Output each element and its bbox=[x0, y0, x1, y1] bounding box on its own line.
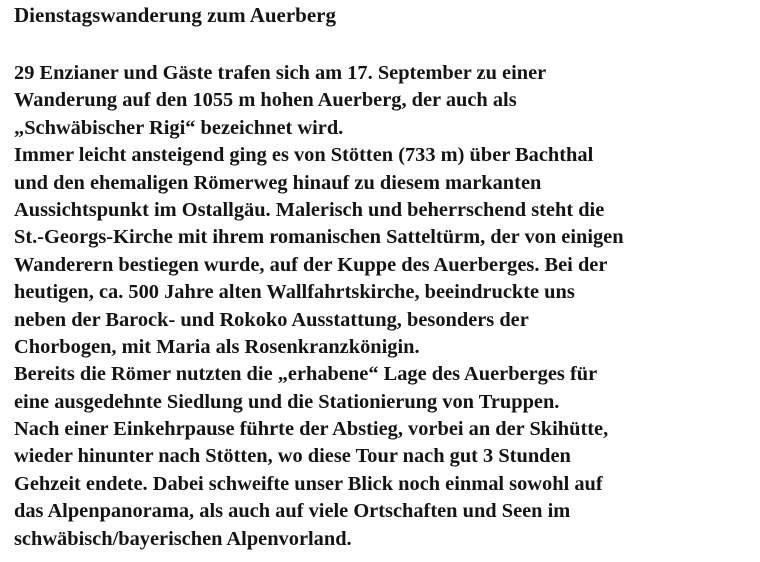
body-line: eine ausgedehnte Siedlung und die Stationierung von Truppen. bbox=[14, 390, 560, 413]
body-line: schwäbisch/bayerischen Alpenvorland. bbox=[14, 527, 352, 550]
body-line: wieder hinunter nach Stötten, wo diese Tour nach gut 3 Stunden bbox=[14, 445, 571, 468]
body-line: das Alpenpanorama, als auch auf viele Ortschaften und Seen im bbox=[14, 500, 571, 523]
article-title: Dienstagswanderung zum Auerberg bbox=[14, 3, 337, 27]
body-line: Wanderern bestiegen wurde, auf der Kuppe des Auerberges. Bei der bbox=[14, 253, 608, 276]
body-line: Chorbogen, mit Maria als Rosenkranzkönigin. bbox=[14, 335, 420, 358]
body-line: und den ehemaligen Römerweg hinauf zu diesem markanten bbox=[14, 171, 542, 194]
body-line: neben der Barock- und Rokoko Ausstattung, besonders der bbox=[14, 308, 529, 331]
body-line: Immer leicht ansteigend ging es von Stötten (733 m) über Bachthal bbox=[14, 144, 594, 167]
body-line: Aussichtspunkt im Ostallgäu. Malerisch und beherrschend steht die bbox=[14, 198, 605, 221]
body-line: „Schwäbischer Rigi“ bezeichnet wird. bbox=[14, 116, 344, 139]
body-line: St.-Georgs-Kirche mit ihrem romanischen Satteltürm, der von einigen bbox=[14, 226, 624, 249]
article-body bbox=[14, 60, 754, 553]
body-line: Gehzeit endete. Dabei schweifte unser Blick noch einmal sowohl auf bbox=[14, 472, 603, 495]
body-line: Nach einer Einkehrpause führte der Abstieg, vorbei an der Skihütte, bbox=[14, 418, 609, 441]
body-line: Bereits die Römer nutzten die „erhabene“ Lage des Auerberges für bbox=[14, 363, 598, 386]
body-line: heutigen, ca. 500 Jahre alten Wallfahrtskirche, beeindruckte uns bbox=[14, 281, 575, 304]
body-line: Wanderung auf den 1055 m hohen Auerberg, der auch als bbox=[14, 89, 517, 112]
body-line: 29 Enzianer und Gäste trafen sich am 17. September zu einer bbox=[14, 62, 547, 84]
